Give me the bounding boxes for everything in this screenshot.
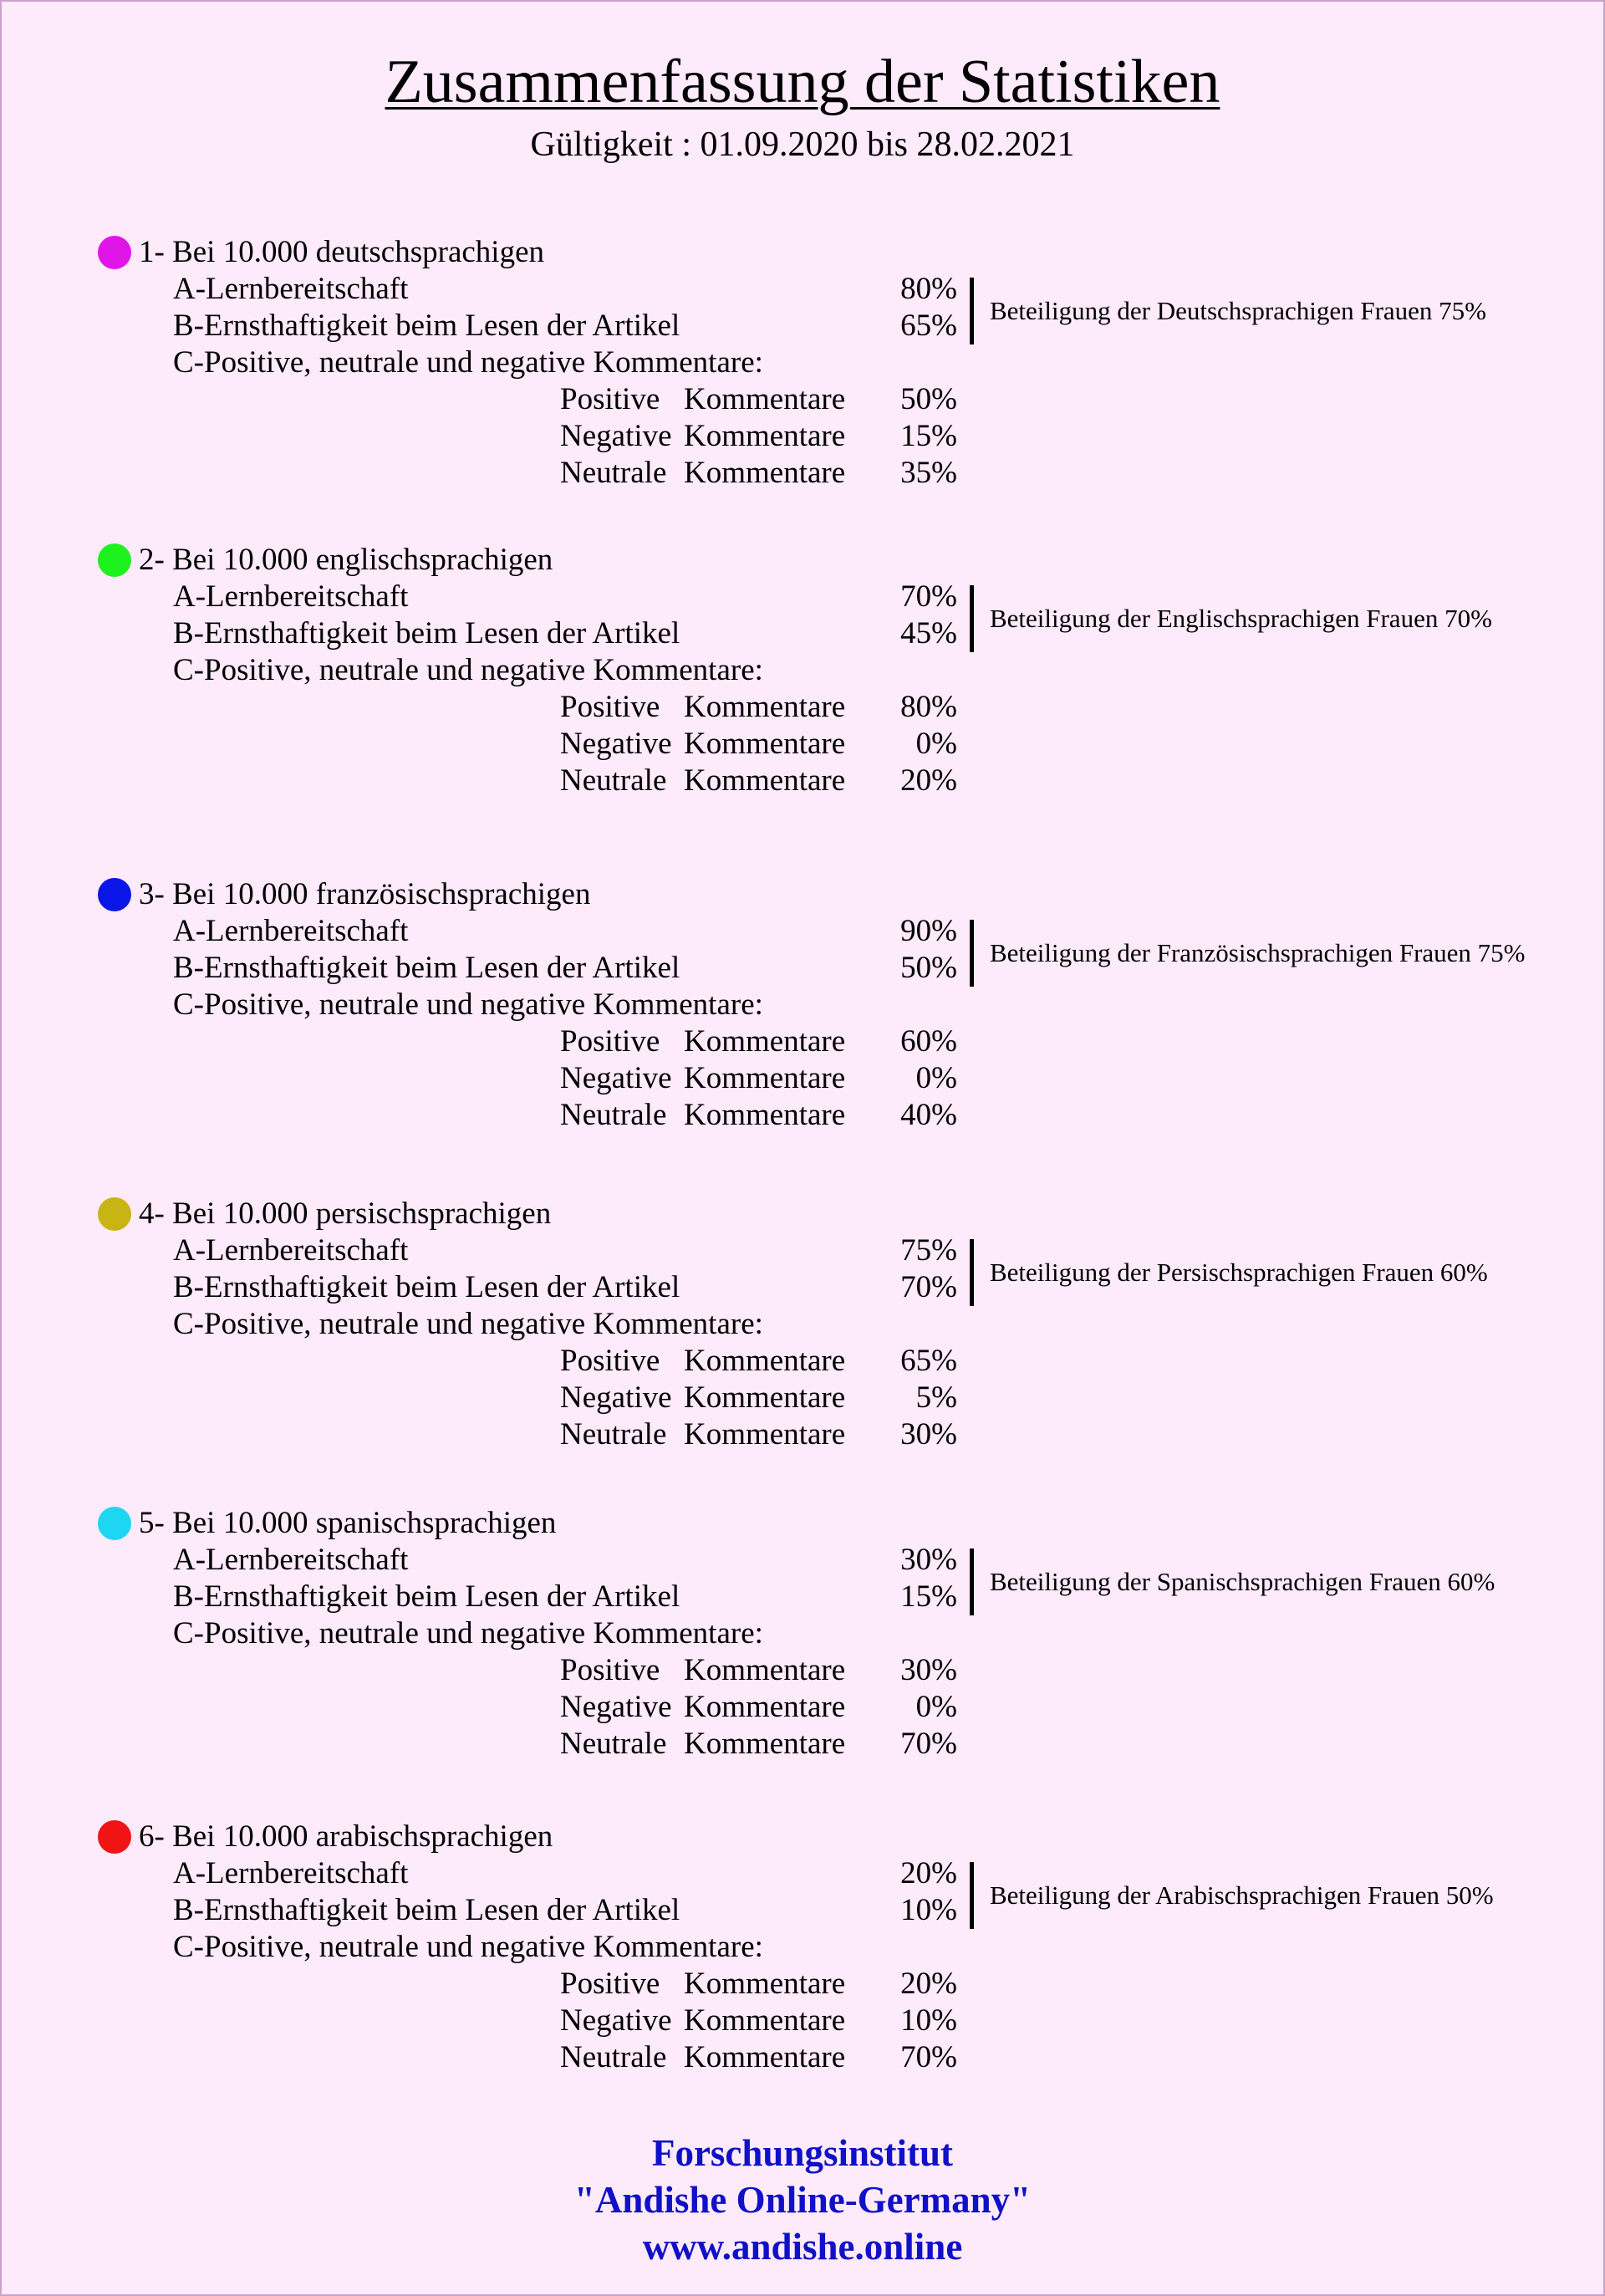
- section-heading: 2- Bei 10.000 englischsprachigen: [139, 543, 553, 577]
- label-kommentare: C-Positive, neutrale und negative Kommentare:: [173, 345, 763, 380]
- bullet-dot-icon: [98, 543, 131, 577]
- label-negative: Negative: [560, 727, 672, 761]
- value-negative: 0%: [915, 1690, 957, 1724]
- women-participation-note: Beteiligung der Englischsprachigen Frauen 70%: [990, 604, 1492, 633]
- bullet-dot-icon: [98, 1197, 131, 1231]
- label-kommentare: C-Positive, neutrale und negative Kommentare:: [173, 1307, 763, 1341]
- label-negative: Negative: [560, 1380, 672, 1415]
- women-participation-note: Beteiligung der Französischsprachigen Frauen 75%: [990, 938, 1526, 967]
- value-lernbereitschaft: 90%: [900, 914, 957, 948]
- label-kommentare: C-Positive, neutrale und negative Kommentare:: [173, 653, 763, 687]
- value-neutrale: 35%: [900, 456, 957, 490]
- value-neutrale: 70%: [900, 2040, 957, 2074]
- value-ernsthaftigkeit: 65%: [900, 309, 957, 343]
- label-ernsthaftigkeit: B-Ernsthaftigkeit beim Lesen der Artikel: [173, 1893, 680, 1927]
- women-participation-note: Beteiligung der Persischsprachigen Frauen 60%: [990, 1258, 1488, 1287]
- label-kommentare: C-Positive, neutrale und negative Kommentare:: [173, 1616, 763, 1651]
- stat-section-persian: [0, 1196, 1605, 1463]
- women-participation-note: Beteiligung der Arabischsprachigen Frauen 50%: [990, 1880, 1494, 1910]
- label-positive-kommentare: Kommentare: [684, 1967, 846, 2001]
- value-positive: 65%: [900, 1344, 957, 1378]
- value-lernbereitschaft: 70%: [900, 579, 957, 614]
- stat-section-german: [0, 234, 1605, 502]
- label-positive: Positive: [560, 1344, 660, 1378]
- value-positive: 30%: [900, 1653, 957, 1687]
- value-neutrale: 30%: [900, 1417, 957, 1452]
- footer-organization: "Andishe Online-Germany": [573, 2179, 1032, 2221]
- label-ernsthaftigkeit: B-Ernsthaftigkeit beim Lesen der Artikel: [173, 951, 680, 985]
- label-positive: Positive: [560, 382, 660, 416]
- value-neutrale: 40%: [900, 1098, 957, 1132]
- women-participation-note: Beteiligung der Deutschsprachigen Frauen 75%: [990, 296, 1486, 325]
- value-lernbereitschaft: 30%: [900, 1543, 957, 1577]
- value-positive: 20%: [900, 1967, 957, 2001]
- label-positive-kommentare: Kommentare: [684, 1344, 846, 1378]
- bracket-bar: [970, 1549, 974, 1615]
- section-heading: 5- Bei 10.000 spanischsprachigen: [139, 1506, 557, 1540]
- label-neutrale: Neutrale: [560, 1098, 667, 1132]
- label-negative-kommentare: Kommentare: [684, 1690, 846, 1724]
- label-neutrale-kommentare: Kommentare: [684, 1417, 846, 1452]
- label-neutrale-kommentare: Kommentare: [684, 1727, 846, 1761]
- label-lernbereitschaft: A-Lernbereitschaft: [173, 272, 409, 306]
- bullet-dot-icon: [98, 1507, 131, 1540]
- label-ernsthaftigkeit: B-Ernsthaftigkeit beim Lesen der Artikel: [173, 1270, 680, 1304]
- label-positive-kommentare: Kommentare: [684, 1024, 846, 1059]
- value-lernbereitschaft: 80%: [900, 272, 957, 306]
- bracket-bar: [970, 585, 974, 652]
- label-positive: Positive: [560, 1024, 660, 1059]
- label-positive-kommentare: Kommentare: [684, 382, 846, 416]
- label-lernbereitschaft: A-Lernbereitschaft: [173, 1233, 409, 1268]
- label-ernsthaftigkeit: B-Ernsthaftigkeit beim Lesen der Artikel: [173, 616, 680, 651]
- label-neutrale: Neutrale: [560, 1727, 667, 1761]
- label-kommentare: C-Positive, neutrale und negative Kommentare:: [173, 1930, 763, 1964]
- value-ernsthaftigkeit: 15%: [900, 1579, 957, 1614]
- label-negative: Negative: [560, 419, 672, 453]
- bullet-dot-icon: [98, 1820, 131, 1854]
- value-ernsthaftigkeit: 50%: [900, 951, 957, 985]
- label-positive-kommentare: Kommentare: [684, 690, 846, 724]
- label-lernbereitschaft: A-Lernbereitschaft: [173, 1856, 409, 1890]
- label-negative-kommentare: Kommentare: [684, 2003, 846, 2038]
- value-neutrale: 20%: [900, 763, 957, 798]
- page-title: [0, 48, 1605, 115]
- label-lernbereitschaft: A-Lernbereitschaft: [173, 1543, 409, 1577]
- value-negative: 10%: [900, 2003, 957, 2038]
- value-lernbereitschaft: 20%: [900, 1856, 957, 1890]
- value-ernsthaftigkeit: 45%: [900, 616, 957, 651]
- label-negative: Negative: [560, 1690, 672, 1724]
- label-neutrale-kommentare: Kommentare: [684, 1098, 846, 1132]
- label-positive-kommentare: Kommentare: [684, 1653, 846, 1687]
- label-lernbereitschaft: A-Lernbereitschaft: [173, 914, 409, 948]
- stat-section-english: [0, 542, 1605, 809]
- label-ernsthaftigkeit: B-Ernsthaftigkeit beim Lesen der Artikel: [173, 309, 680, 343]
- value-ernsthaftigkeit: 70%: [900, 1270, 957, 1304]
- bracket-bar: [970, 1239, 974, 1306]
- stat-section-french: [0, 876, 1605, 1144]
- section-heading: 3- Bei 10.000 französischsprachigen: [139, 877, 591, 911]
- label-positive: Positive: [560, 1653, 660, 1687]
- value-negative: 5%: [915, 1380, 957, 1415]
- value-lernbereitschaft: 75%: [900, 1233, 957, 1268]
- footer-institute: Forschungsinstitut: [651, 2132, 954, 2174]
- validity-period: Gültigkeit : 01.09.2020 bis 28.02.2021: [530, 125, 1075, 164]
- stat-section-arabic: [0, 1819, 1605, 2086]
- label-lernbereitschaft: A-Lernbereitschaft: [173, 579, 409, 614]
- stat-section-spanish: [0, 1505, 1605, 1773]
- women-participation-note: Beteiligung der Spanischsprachigen Frauen 60%: [990, 1567, 1495, 1596]
- value-ernsthaftigkeit: 10%: [900, 1893, 957, 1927]
- value-positive: 80%: [900, 690, 957, 724]
- bracket-bar: [970, 278, 974, 344]
- label-negative-kommentare: Kommentare: [684, 1380, 846, 1415]
- section-heading: 6- Bei 10.000 arabischsprachigen: [139, 1819, 553, 1854]
- value-negative: 0%: [915, 727, 957, 761]
- label-kommentare: C-Positive, neutrale und negative Kommentare:: [173, 987, 763, 1022]
- bracket-bar: [970, 920, 974, 987]
- label-neutrale: Neutrale: [560, 2040, 667, 2074]
- footer-website[interactable]: www.andishe.online: [642, 2226, 963, 2268]
- section-heading: 4- Bei 10.000 persischsprachigen: [139, 1196, 552, 1231]
- label-positive: Positive: [560, 1967, 660, 2001]
- label-ernsthaftigkeit: B-Ernsthaftigkeit beim Lesen der Artikel: [173, 1579, 680, 1614]
- section-heading: 1- Bei 10.000 deutschsprachigen: [139, 235, 544, 269]
- label-neutrale: Neutrale: [560, 456, 667, 490]
- bullet-dot-icon: [98, 236, 131, 269]
- label-negative-kommentare: Kommentare: [684, 727, 846, 761]
- page-title-text: Zusammenfassung der Statistiken: [385, 48, 1220, 116]
- label-negative: Negative: [560, 1061, 672, 1095]
- label-negative-kommentare: Kommentare: [684, 1061, 846, 1095]
- value-positive: 60%: [900, 1024, 957, 1059]
- bracket-bar: [970, 1862, 974, 1929]
- label-negative-kommentare: Kommentare: [684, 419, 846, 453]
- label-neutrale-kommentare: Kommentare: [684, 456, 846, 490]
- label-positive: Positive: [560, 690, 660, 724]
- value-negative: 0%: [915, 1061, 957, 1095]
- value-neutrale: 70%: [900, 1727, 957, 1761]
- value-negative: 15%: [900, 419, 957, 453]
- value-positive: 50%: [900, 382, 957, 416]
- label-neutrale: Neutrale: [560, 763, 667, 798]
- label-neutrale-kommentare: Kommentare: [684, 2040, 846, 2074]
- label-negative: Negative: [560, 2003, 672, 2038]
- bullet-dot-icon: [98, 878, 131, 911]
- label-neutrale-kommentare: Kommentare: [684, 763, 846, 798]
- label-neutrale: Neutrale: [560, 1417, 667, 1452]
